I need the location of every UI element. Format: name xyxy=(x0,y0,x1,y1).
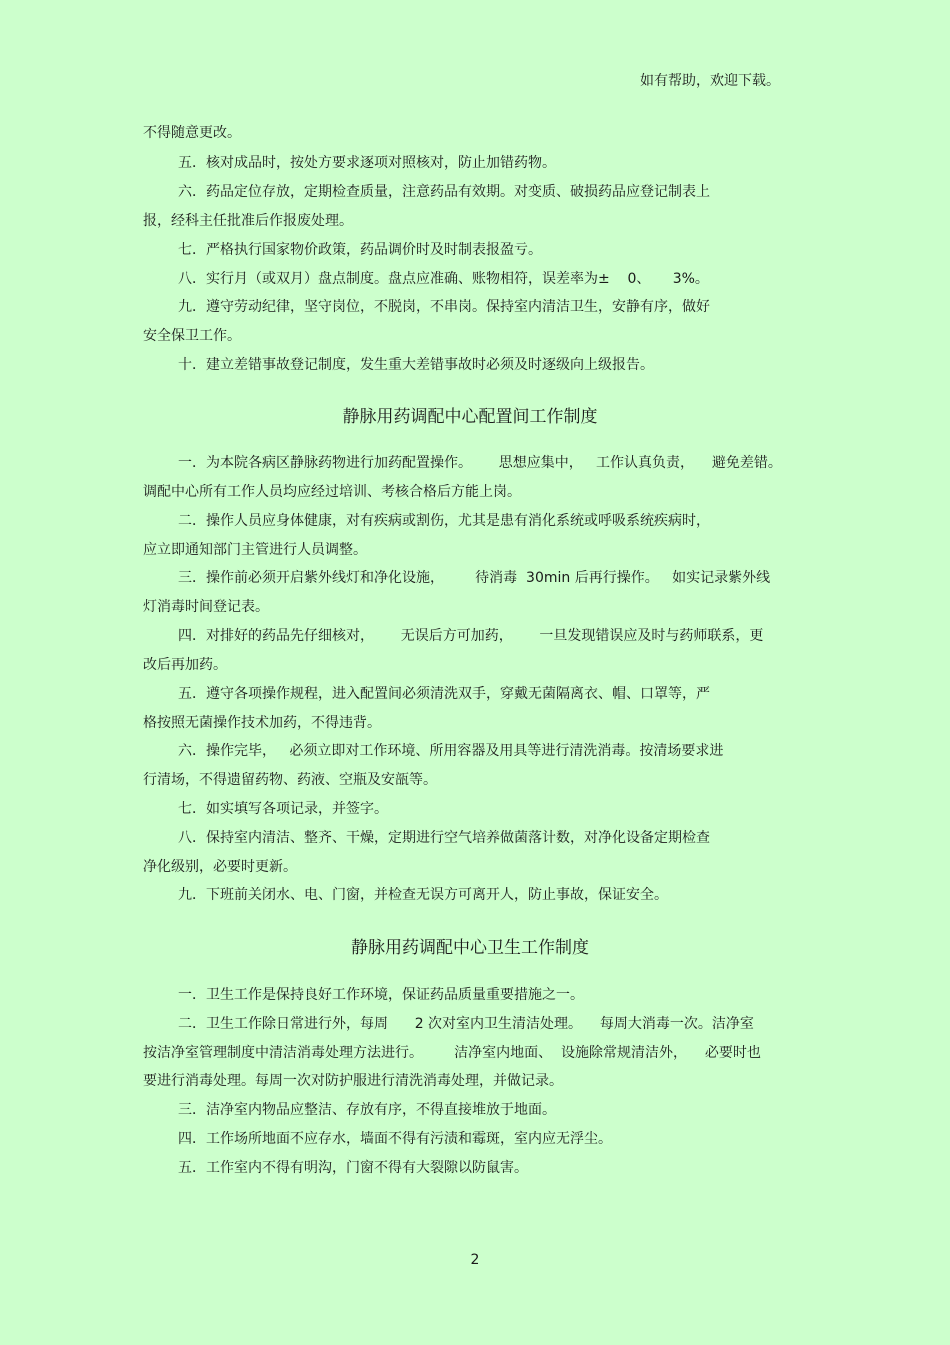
paragraph-line: 应立即通知部门主管进行人员调整。 xyxy=(143,542,367,558)
paragraph-line: 调配中心所有工作人员均应经过培训、考核合格后方能上岗。 xyxy=(143,484,521,500)
paragraph-line: 不得随意更改。 xyxy=(143,125,241,141)
paragraph-line: 净化级别，必要时更新。 xyxy=(143,859,297,875)
paragraph-line: 行清场，不得遗留药物、药液、空瓶及安瓿等。 xyxy=(143,772,437,788)
paragraph-line: 四．工作场所地面不应存水，墙面不得有污渍和霉斑，室内应无浮尘。 xyxy=(178,1131,612,1147)
paragraph-line: 一．为本院各病区静脉药物进行加药配置操作。 思想应集中， 工作认真负责， 避免差错。 xyxy=(178,455,782,471)
paragraph-line: 一．卫生工作是保持良好工作环境，保证药品质量重要措施之一。 xyxy=(178,987,584,1003)
paragraph-line: 格按照无菌操作技术加药，不得违背。 xyxy=(143,715,381,731)
paragraph-line: 要进行消毒处理。每周一次对防护服进行清洗消毒处理，并做记录。 xyxy=(143,1073,563,1089)
paragraph-line: 八．保持室内清洁、整齐、干燥，定期进行空气培养做菌落计数，对净化设备定期检查 xyxy=(178,830,710,846)
paragraph-line: 五．核对成品时，按处方要求逐项对照核对，防止加错药物。 xyxy=(178,155,556,171)
paragraph-line: 报，经科主任批准后作报废处理。 xyxy=(143,213,353,229)
paragraph-line: 九．下班前关闭水、电、门窗，并检查无误方可离开人，防止事故，保证安全。 xyxy=(178,887,668,903)
section-2-title: 静脉用药调配中心配置间工作制度 xyxy=(342,407,598,427)
paragraph-line: 灯消毒时间登记表。 xyxy=(143,599,269,615)
paragraph-line: 十．建立差错事故登记制度，发生重大差错事故时必须及时逐级向上级报告。 xyxy=(178,357,654,373)
paragraph-line: 七．严格执行国家物价政策，药品调价时及时制表报盈亏。 xyxy=(178,242,542,258)
paragraph-line: 七．如实填写各项记录，并签字。 xyxy=(178,801,388,817)
section-3-title: 静脉用药调配中心卫生工作制度 xyxy=(351,938,589,958)
paragraph-line: 六．药品定位存放，定期检查质量，注意药品有效期。对变质、破损药品应登记制表上 xyxy=(178,184,710,200)
paragraph-line: 二．卫生工作除日常进行外，每周 2 次对室内卫生清洁处理。 每周大消毒一次。洁净室 xyxy=(178,1016,754,1032)
paragraph-line: 改后再加药。 xyxy=(143,657,227,673)
paragraph-line: 三．洁净室内物品应整洁、存放有序，不得直接堆放于地面。 xyxy=(178,1102,556,1118)
paragraph-line: 六．操作完毕， 必须立即对工作环境、所用容器及用具等进行清洗消毒。按清场要求进 xyxy=(178,743,724,759)
paragraph-line: 五．遵守各项操作规程，进入配置间必须清洗双手，穿戴无菌隔离衣、帽、口罩等，严 xyxy=(178,686,710,702)
header-note: 如有帮助，欢迎下载。 xyxy=(640,73,780,89)
paragraph-line: 三．操作前必须开启紫外线灯和净化设施， 待消毒 30min 后再行操作。 如实记录紫外线 xyxy=(178,570,771,586)
paragraph-line: 八．实行月（或双月）盘点制度。盘点应准确、账物相符，误差率为± 0、 3%。 xyxy=(178,271,709,287)
paragraph-line: 五．工作室内不得有明沟，门窗不得有大裂隙以防鼠害。 xyxy=(178,1160,528,1176)
paragraph-line: 四．对排好的药品先仔细核对， 无误后方可加药， 一旦发现错误应及时与药师联系，更 xyxy=(178,628,764,644)
page-number: 2 xyxy=(470,1252,480,1268)
paragraph-line: 安全保卫工作。 xyxy=(143,328,241,344)
paragraph-line: 九．遵守劳动纪律，坚守岗位，不脱岗，不串岗。保持室内清洁卫生，安静有序，做好 xyxy=(178,299,710,315)
paragraph-line: 二．操作人员应身体健康，对有疾病或割伤，尤其是患有消化系统或呼吸系统疾病时， xyxy=(178,513,710,529)
paragraph-line: 按洁净室管理制度中清洁消毒处理方法进行。 洁净室内地面、 设施除常规清洁外， 必要时也 xyxy=(143,1045,761,1061)
